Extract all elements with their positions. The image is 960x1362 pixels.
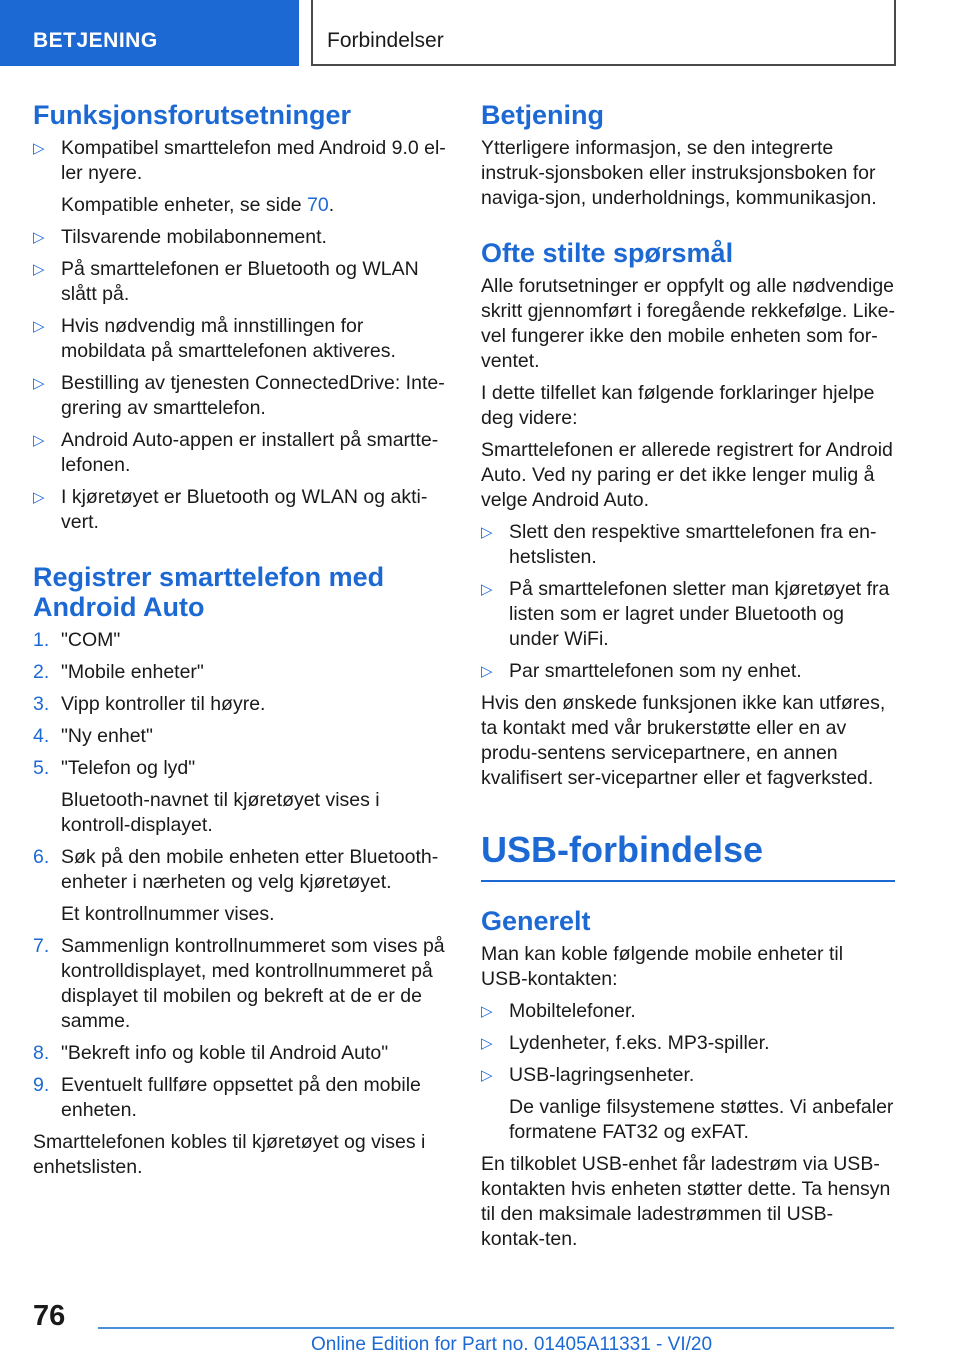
step-number: 2. [33,661,50,683]
step-item: 7. Sammenlign kontrollnummeret som vises på kontrolldisplayet, med kontrollnummeret på displayet til mobilen og bekreft at de er de samme. [33,935,445,1032]
paragraph: Ytterligere informasjon, se den integrerte instruk-sjonsboken eller instruksjonsboken for naviga-sjon, underholdnings, kommunikasjon. [481,137,877,209]
step-item: 4. "Ny enhet" [33,725,153,747]
paragraph: En tilkoblet USB-enhet får ladestrøm via USB-kontakten hvis enheten støtter dette. Ta hensyn til den maksimale ladestrømmen til USB-kontak-ten. [481,1153,891,1250]
right-column [481,100,895,1259]
triangle-bullet-icon: ▷ [481,524,493,541]
list-item: ▷ Lydenheter, f.eks. MP3-spiller. [481,1032,770,1054]
step-number: 3. [33,693,50,715]
header-chapter-label: Forbindelser [327,29,444,52]
step-number: 6. [33,846,50,868]
step-number: 9. [33,1074,50,1096]
step-number: 5. [33,757,50,779]
triangle-bullet-icon: ▷ [481,663,493,680]
step-item: 6. Søk på den mobile enheten etter Bluetooth-enheter i nærheten og velg kjøretøyet. [33,846,439,893]
step-note: Et kontrollnummer vises. [61,903,275,925]
heading-prerequisites: Funksjonsforutsetninger [33,100,352,130]
heading-operation: Betjening [481,100,605,130]
heading-register-phone: Registrer smarttelefon med Android Auto [33,562,385,622]
header-chapter-box [311,0,896,66]
triangle-bullet-icon: ▷ [33,140,45,157]
heading-usb-connection: USB-forbindelse [481,828,895,882]
list-item: ▷ Hvis nødvendig må innstillingen for mobildata på smarttelefonen aktiveres. [33,315,396,362]
step-number: 8. [33,1042,50,1064]
step-item: 8. "Bekreft info og koble til Android Auto" [33,1042,389,1064]
paragraph: Smarttelefonen er allerede registrert for Android Auto. Ved ny paring er det ikke lenger mulig å velge Android Auto. [481,439,893,511]
list-item-note: Kompatible enheter, se side 70. [61,194,335,216]
step-item: 2. "Mobile enheter" [33,661,204,683]
spacer [481,798,895,828]
triangle-bullet-icon: ▷ [33,261,45,278]
paragraph: Hvis den ønskede funksjonen ikke kan utføres, ta kontakt med vår brukerstøtte eller en av produ-sentens servicepartnere, en annen kvalifisert ser-vicepartner eller et fagverksted. [481,692,886,789]
triangle-bullet-icon: ▷ [33,432,45,449]
heading-faq: Ofte stilte spørsmål [481,238,734,268]
triangle-bullet-icon: ▷ [33,489,45,506]
list-item: ▷ Kompatibel smarttelefon med Android 9.0 el-ler nyere. [33,137,446,184]
page-link[interactable]: 70 [307,194,329,216]
list-item: ▷ USB-lagringsenheter. [481,1064,695,1086]
footer-edition: Online Edition for Part no. 01405A11331 - VI/20 [311,1334,713,1355]
step-item: 3. Vipp kontroller til høyre. [33,693,266,715]
list-item: ▷ Bestilling av tjenesten ConnectedDrive: Inte-grering av smarttelefon. [33,372,445,419]
list-item: ▷ Mobiltelefoner. [481,1000,636,1022]
triangle-bullet-icon: ▷ [33,229,45,246]
header-section-label: BETJENING [33,29,158,52]
triangle-bullet-icon: ▷ [481,1003,493,1020]
spacer [33,542,451,562]
header-section-tab [0,0,299,66]
paragraph: I dette tilfellet kan følgende forklaringer hjelpe deg videre: [481,382,875,429]
step-item: 5. "Telefon og lyd" [33,757,196,779]
spacer [481,218,895,238]
triangle-bullet-icon: ▷ [481,1035,493,1052]
step-item: 1. "COM" [33,629,121,651]
triangle-bullet-icon: ▷ [481,581,493,598]
step-item: 9. Eventuelt fullføre oppsettet på den mobile enheten. [33,1074,421,1121]
paragraph: Alle forutsetninger er oppfylt og alle nødvendige skritt gjennomført i foregående rekkefølge. Like-vel fungerer ikke den mobile enheten som for-ventet. [481,275,896,372]
list-item-note: De vanlige filsystemene støttes. Vi anbefaler formatene FAT32 og exFAT. [509,1096,894,1143]
list-item: ▷ På smarttelefonen er Bluetooth og WLAN slått på. [33,258,419,305]
footer-divider [98,1327,894,1329]
page-number: 76 [33,1300,66,1332]
list-item: ▷ I kjøretøyet er Bluetooth og WLAN og akti-vert. [33,486,428,533]
step-note: Bluetooth-navnet til kjøretøyet vises i kontroll-displayet. [61,789,380,836]
triangle-bullet-icon: ▷ [33,318,45,335]
list-item: ▷ På smarttelefonen sletter man kjøretøyet fra listen som er lagret under Bluetooth og under WiFi. [481,578,890,650]
paragraph: Man kan koble følgende mobile enheter til USB-kontakten: [481,943,844,990]
heading-general: Generelt [481,906,591,936]
list-item: ▷ Android Auto-appen er installert på smartte-lefonen. [33,429,439,476]
step-number: 7. [33,935,50,957]
step-number: 4. [33,725,50,747]
list-item: ▷ Par smarttelefonen som ny enhet. [481,660,802,682]
triangle-bullet-icon: ▷ [33,375,45,392]
triangle-bullet-icon: ▷ [481,1067,493,1084]
step-number: 1. [33,629,50,651]
list-item: ▷ Tilsvarende mobilabonnement. [33,226,327,248]
closing-paragraph: Smarttelefonen kobles til kjøretøyet og vises i enhetslisten. [33,1131,426,1178]
list-item: ▷ Slett den respektive smarttelefonen fra en-hetslisten. [481,521,877,568]
left-column [33,100,451,1187]
